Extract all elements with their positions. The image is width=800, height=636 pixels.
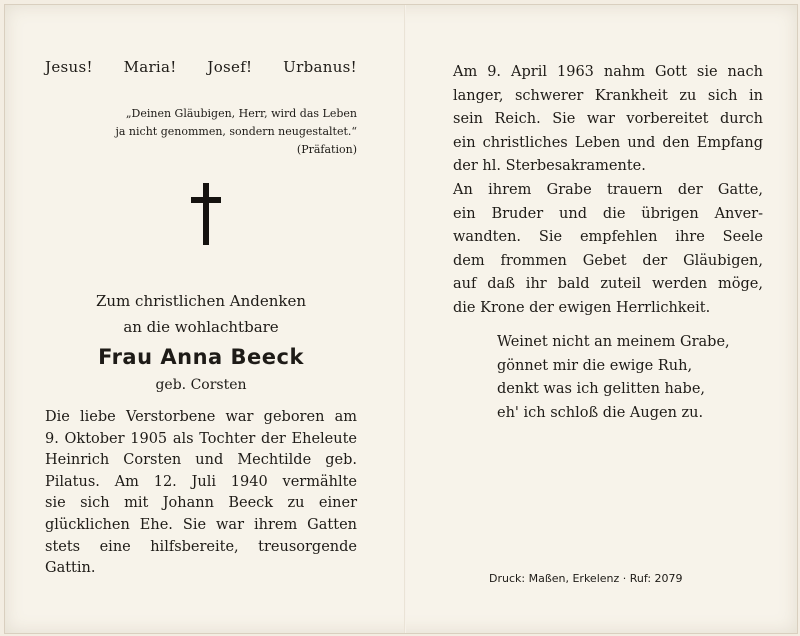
bio-line: Pilatus. Am 12. Juli 1940 vermählte	[45, 473, 357, 490]
bio-line: Die liebe Verstorbene war geboren am	[45, 409, 357, 425]
notice-line: dem frommen Gebet der Gläubigen,	[453, 252, 763, 269]
poem-line: gönnet mir die ewige Ruh,	[497, 357, 693, 374]
biography	[45, 407, 357, 580]
notice-line: ein christliches Leben und den Empfang	[453, 134, 763, 151]
quote-line: „Deinen Gläubigen, Herr, wird das Leben	[125, 107, 357, 120]
holy-names	[45, 58, 357, 76]
holy-name: Maria!	[123, 58, 177, 76]
memorial-line: Zum christlichen Andenken	[95, 292, 307, 310]
birth-name: geb. Corsten	[155, 377, 247, 393]
notice-line: die Krone der ewigen Herrlichkeit.	[453, 299, 711, 316]
right-panel	[453, 5, 763, 633]
bio-line: Gattin.	[45, 560, 96, 577]
notice-line: langer, schwerer Krankheit zu sich in	[453, 87, 763, 104]
bio-line: sie sich mit Johann Beeck zu einer	[45, 495, 357, 512]
printer-imprint: Druck: Maßen, Erkelenz · Ruf: 2079	[489, 572, 683, 585]
left-panel	[45, 5, 357, 633]
notice-line: ein Bruder und die übrigen Anver-	[453, 205, 763, 222]
poem-line: eh' ich schloß die Augen zu.	[497, 404, 704, 421]
quote-source: (Präfation)	[296, 143, 357, 156]
bio-line: 9. Oktober 1905 als Tochter der Eheleute	[45, 430, 357, 447]
notice-line: auf daß ihr bald zuteil werden möge,	[453, 276, 763, 293]
death-notice	[453, 61, 763, 321]
bio-line: Heinrich Corsten und Mechtilde geb.	[45, 452, 357, 469]
bio-line: glücklichen Ehe. Sie war ihrem Gatten	[45, 516, 357, 533]
notice-line: sein Reich. Sie war vorbereitet durch	[453, 111, 763, 128]
bio-line: stets eine hilfsbereite, treusorgende	[45, 538, 357, 555]
poem-line: denkt was ich gelitten habe,	[497, 381, 706, 398]
notice-line: der hl. Sterbesakramente.	[453, 158, 646, 175]
holy-name: Jesus!	[45, 58, 93, 76]
holy-name: Urbanus!	[283, 58, 357, 76]
notice-line: An ihrem Grabe trauern der Gatte,	[453, 181, 763, 198]
cross-icon	[191, 183, 221, 245]
memorial-line: an die wohlachtbare	[123, 318, 279, 336]
notice-line: Am 9. April 1963 nahm Gott sie nach	[453, 64, 763, 80]
poem-line: Weinet nicht an meinem Grabe,	[497, 334, 730, 350]
memorial-card	[4, 4, 798, 634]
deceased-name: Frau Anna Beeck	[98, 345, 304, 369]
poem	[497, 331, 763, 425]
preface-quote	[87, 105, 357, 159]
quote-line: ja nicht genommen, sondern neugestaltet.“	[115, 125, 357, 138]
card-fold	[404, 5, 406, 633]
notice-line: wandten. Sie empfehlen ihre Seele	[453, 229, 763, 246]
memorial-heading	[45, 288, 357, 340]
holy-name: Josef!	[207, 58, 253, 76]
